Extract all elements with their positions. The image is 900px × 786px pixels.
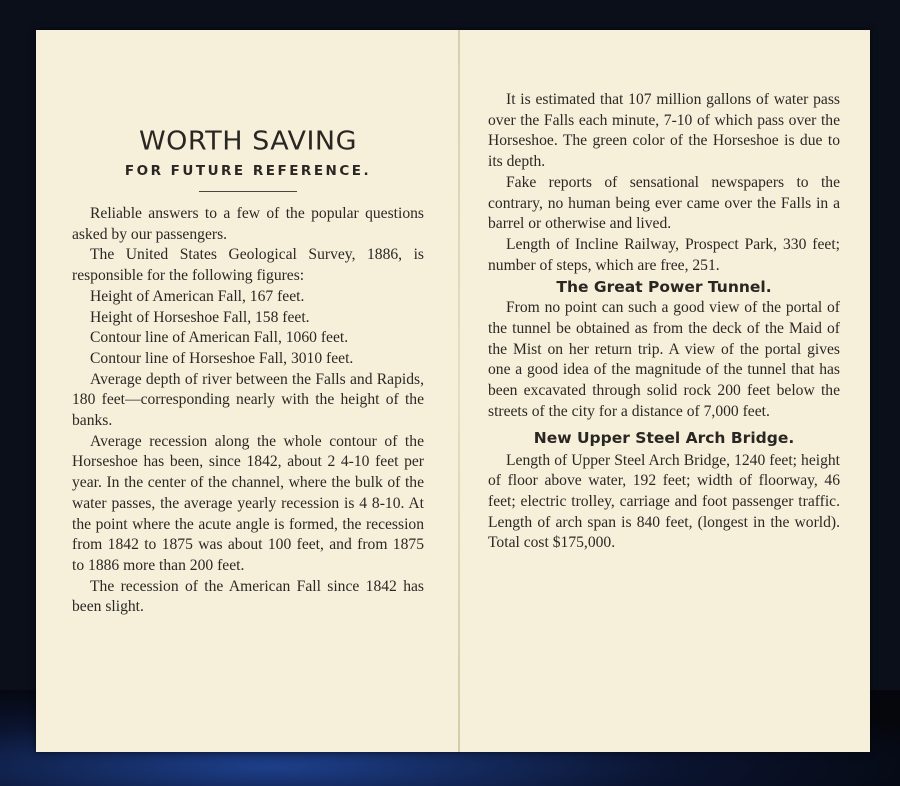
incline-paragraph: Length of Incline Railway, Prospect Park, 330 feet; number of steps, which are free, 251. (488, 235, 840, 274)
right-page (488, 90, 840, 554)
gallons-paragraph: It is estimated that 107 million gallons of water pass over the Falls each minute, 7-10 of which pass over the Horseshoe. The green color of the Horseshoe is due to its depth. (488, 91, 840, 171)
intro-paragraph: Reliable answers to a few of the popular questions asked by our passengers. (72, 205, 424, 243)
tunnel-paragraph: From no point can such a good view of the portal of the tunnel be obtained as from the deck of the Maid of the Mist on her return trip. A view of the portal gives one a good idea of the magnitude of the tunnel that has been excavated through solid rock 200 feet below the streets of the city for a distance of 7,000 feet. (488, 299, 840, 420)
survey-paragraph: The United States Geological Survey, 1886, is responsible for the following figures: (72, 246, 424, 285)
section-heading-arch-bridge: New Upper Steel Arch Bridge. (533, 428, 795, 447)
bridge-paragraph: Length of Upper Steel Arch Bridge, 1240 feet; height of floor above water, 192 feet; width of floorway, 46 feet; electric trolley, carriage and foot passenger traffic. Length of arch span is 840 feet, (longest in the world). Total cost $175,000. (488, 451, 840, 552)
depth-paragraph: Average depth of river between the Falls and Rapids, 180 feet—corresponding nearly with the height of the banks. (72, 370, 424, 430)
barrel-paragraph: Fake reports of sensational newspapers to the contrary, no human being ever came over the Falls in a barrel or otherwise and lived. (488, 173, 840, 233)
page-subtitle: FOR FUTURE REFERENCE. (124, 163, 372, 179)
figure-item: Height of American Fall, 167 feet. (90, 287, 305, 305)
left-page (72, 126, 424, 618)
figure-item: Contour line of Horseshoe Fall, 3010 feet. (90, 349, 354, 367)
section-heading-power-tunnel: The Great Power Tunnel. (556, 278, 772, 297)
figure-item: Height of Horseshoe Fall, 158 feet. (90, 308, 310, 326)
center-fold (458, 30, 460, 752)
figure-item: Contour line of American Fall, 1060 feet. (90, 329, 349, 347)
page-title: WORTH SAVING (138, 126, 358, 157)
recession-paragraph: Average recession along the whole contour of the Horseshoe has been, since 1842, about 2 4-10 feet per year. In the center of the channel, where the bulk of the water passes, the average yearly recession is 4 8-10. At the point where the acute angle is formed, the recession from 1842 to 1875 was about 100 feet, and from 1875 to 1886 more than 200 feet. (72, 432, 424, 574)
american-fall-paragraph: The recession of the American Fall since 1842 has been slight. (72, 577, 424, 616)
title-divider (199, 191, 297, 192)
